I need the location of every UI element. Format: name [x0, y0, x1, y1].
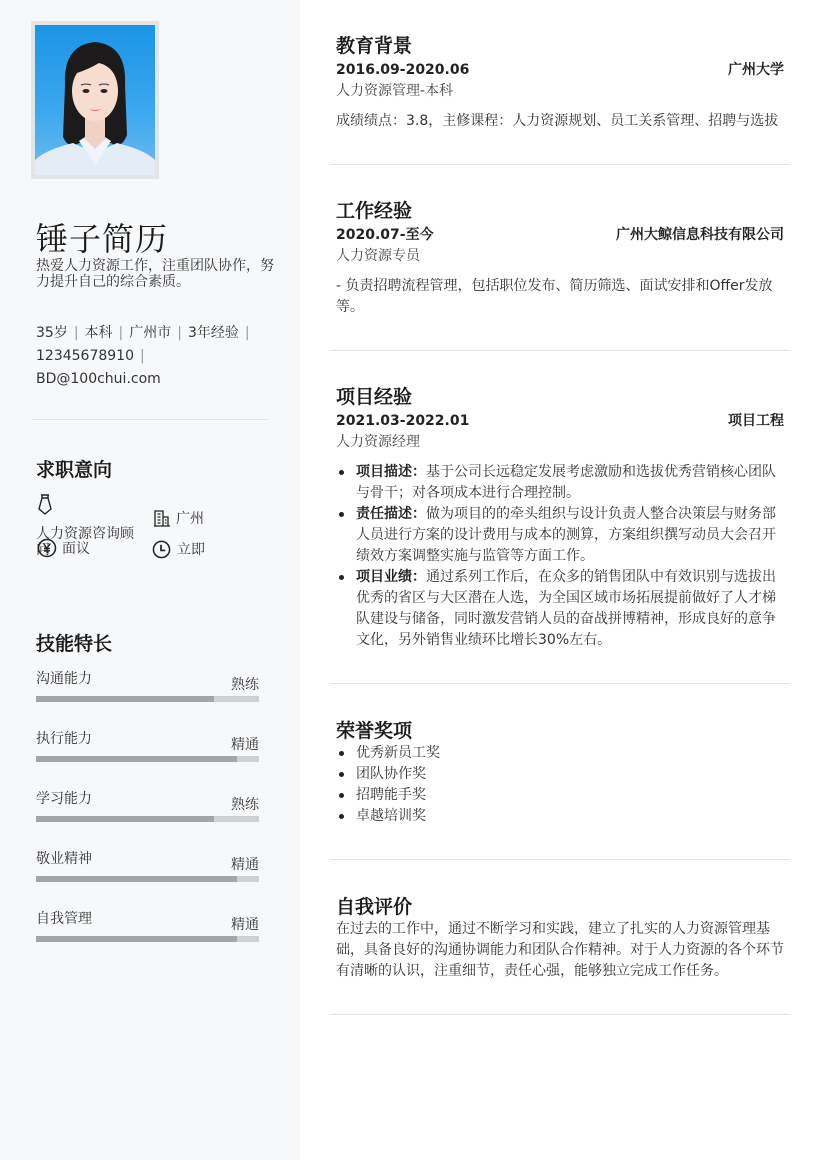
self-eval-section	[336, 895, 784, 982]
info-degree: 本科	[84, 325, 113, 341]
item-text: 做为项目的的牵头组织与设计负责人整合决策层与财务部人员进行方案的设计费用与成本的测算，方案组织撰写动员大会召开绩效方案调整实施与监管等方面工作。	[356, 506, 776, 564]
info-email: BD@100chui.com	[36, 371, 161, 387]
awards-section	[336, 719, 784, 827]
skills-title: 技能特长	[36, 633, 113, 655]
intent-city-value: 广州	[176, 511, 204, 527]
self-eval-title: 自我评价	[336, 896, 413, 918]
item-label: 责任描述：	[356, 506, 426, 522]
building-icon	[153, 509, 171, 527]
portrait-illustration	[35, 25, 155, 175]
work-period: 2020.07-至今	[336, 227, 434, 243]
item-label: 项目描述：	[356, 464, 426, 480]
divider	[330, 1014, 790, 1015]
skill-bar	[36, 936, 259, 942]
intent-availability	[152, 539, 205, 559]
education-detail: 成绩绩点：3.8，主修课程：人力资源规划、员工关系管理、招聘与选拔	[336, 113, 779, 129]
separator: |	[139, 348, 145, 364]
intent-position-icon-wrap	[37, 494, 53, 516]
resume-name: 锤子简历	[36, 220, 169, 258]
list-item	[336, 462, 784, 504]
skill-name: 学习能力	[36, 791, 92, 807]
basic-info	[36, 322, 266, 391]
skill-bar-fill	[36, 696, 214, 702]
divider	[330, 683, 790, 684]
work-detail: - 负责招聘流程管理，包括职位发布、简历筛选、面试安排和Offer发放等。	[336, 278, 773, 315]
clock-icon	[152, 540, 171, 559]
intent-availability-value: 立即	[177, 542, 205, 558]
awards-title: 荣誉奖项	[336, 720, 413, 742]
info-age: 35岁	[36, 325, 68, 341]
divider	[330, 859, 790, 860]
education-title: 教育背景	[336, 35, 413, 57]
info-phone: 12345678910	[36, 348, 134, 364]
list-item	[336, 567, 784, 651]
work-section	[336, 199, 784, 318]
project-header	[336, 411, 784, 431]
project-details	[336, 462, 784, 651]
work-role: 人力资源专员	[336, 248, 420, 264]
work-header	[336, 225, 784, 245]
list-item: 卓越培训奖	[336, 806, 784, 827]
separator: |	[118, 325, 124, 341]
list-item: 招聘能手奖	[336, 785, 784, 806]
intent-title: 求职意向	[36, 459, 113, 481]
item-text: 通过系列工作后，在众多的销售团队中有效识别与选拔出优秀的省区与大区潜在人选，为全国区域市场拓展提前做好了人才梯队建设与储备，同时激发营销人员的奋战拼博精神，形成良好的意争文化，另外销售业绩环比增长30%左右。	[356, 569, 776, 648]
intent-salary	[37, 538, 90, 558]
education-period: 2016.09-2020.06	[336, 62, 470, 78]
education-header	[336, 60, 784, 80]
photo-image	[35, 25, 155, 175]
sidebar	[0, 0, 300, 1160]
project-role: 人力资源经理	[336, 434, 420, 450]
skill-level: 熟练	[231, 797, 259, 813]
skill-bar	[36, 816, 259, 822]
separator: |	[244, 325, 250, 341]
skill-level: 精通	[231, 917, 259, 933]
skill-bar-fill	[36, 816, 214, 822]
education-section	[336, 34, 784, 132]
work-title: 工作经验	[336, 200, 413, 222]
project-period: 2021.03-2022.01	[336, 413, 470, 429]
divider	[330, 164, 790, 165]
skill-level: 精通	[231, 737, 259, 753]
education-school: 广州大学	[728, 62, 784, 78]
skill-bar-fill	[36, 876, 237, 882]
awards-list	[336, 743, 784, 827]
separator: |	[177, 325, 182, 341]
self-eval-text: 在过去的工作中，通过不断学习和实践，建立了扎实的人力资源管理基础，具备良好的沟通协调能力和团队合作精神。对于人力资源的各个环节有清晰的认识，注重细节，责任心强，能够独立完成工作任务。	[336, 921, 784, 979]
project-name: 项目工程	[728, 413, 784, 429]
info-city: 广州市	[129, 325, 172, 341]
separator: |	[73, 325, 79, 341]
item-text: 基于公司长远稳定发展考虑激励和选拔优秀营销核心团队与骨干；对各项成本进行合理控制。	[356, 464, 776, 501]
project-section	[336, 385, 784, 651]
profile-photo	[31, 21, 159, 179]
skill-bar	[36, 756, 259, 762]
list-item	[336, 504, 784, 567]
skill-bar-fill	[36, 936, 237, 942]
item-label: 项目业绩：	[356, 569, 426, 585]
skill-bar	[36, 876, 259, 882]
list-item: 优秀新员工奖	[336, 743, 784, 764]
skill-level: 精通	[231, 857, 259, 873]
skill-bar-fill	[36, 756, 237, 762]
main-content	[300, 0, 820, 1160]
skill-name: 敬业精神	[36, 851, 92, 867]
yen-icon	[37, 538, 57, 558]
skill-name: 自我管理	[36, 911, 92, 927]
info-experience: 3年经验	[187, 325, 239, 341]
skill-bar	[36, 696, 259, 702]
tie-icon	[37, 494, 53, 516]
education-major: 人力资源管理-本科	[336, 83, 454, 99]
divider	[330, 350, 790, 351]
list-item: 团队协作奖	[336, 764, 784, 785]
skill-name: 执行能力	[36, 731, 92, 747]
intent-salary-value: 面议	[62, 541, 90, 557]
work-company: 广州大鲸信息科技有限公司	[616, 227, 784, 243]
project-title: 项目经验	[336, 386, 413, 408]
skill-name: 沟通能力	[36, 671, 92, 687]
intent-position: 人力资源咨询顾问	[36, 526, 134, 558]
intent-city	[153, 508, 204, 528]
motto: 热爱人力资源工作，注重团队协作，努力提升自己的综合素质。	[36, 258, 274, 290]
divider	[31, 419, 268, 420]
skill-level: 熟练	[231, 677, 259, 693]
